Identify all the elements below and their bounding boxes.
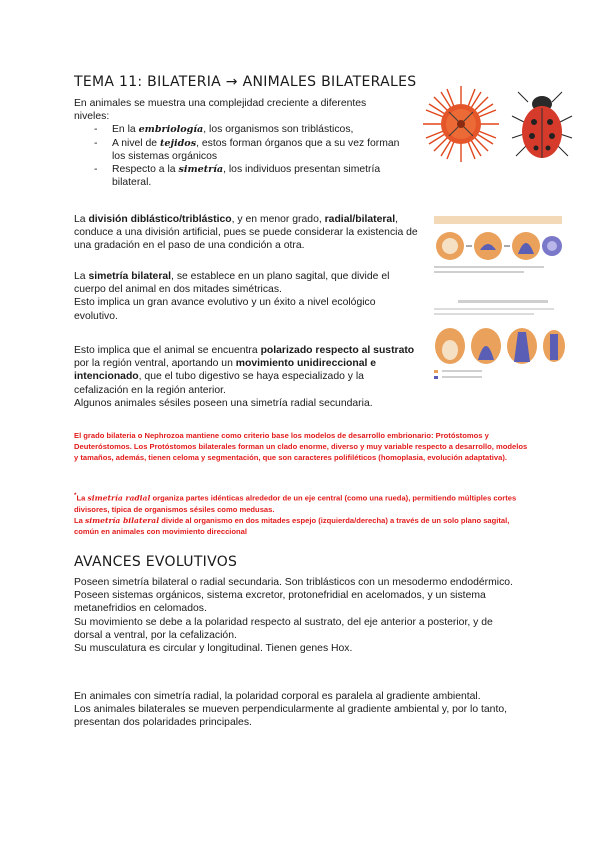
list-item: - A nivel de tejidos, estos forman órganos que a su vez forman los sistemas orgánicos bbox=[74, 137, 404, 163]
sea-urchin-figure bbox=[420, 78, 502, 170]
intro-line: En animales se muestra una complejidad creciente a diferentes niveles: bbox=[74, 98, 367, 123]
list-item: Su musculatura es circular y longitudinal. Tienen genes Hox. bbox=[74, 643, 353, 655]
embryo-development-figure bbox=[428, 210, 568, 280]
section-avances bbox=[74, 576, 514, 655]
gastrulation-figure bbox=[428, 298, 568, 384]
section-title: AVANCES EVOLUTIVOS bbox=[74, 554, 238, 570]
intro-bullets bbox=[74, 123, 404, 189]
list-item: Su movimiento se debe a la polaridad respecto al sustrato, del eje anterior a posterior, y de dorsal a ventral, por la cefalización. bbox=[74, 616, 493, 641]
list-item: Poseen sistemas orgánicos, sistema excretor, protonefridial en acelomados, y un sistema metanefridios en celomados. bbox=[74, 590, 486, 615]
note-nephrozoa: El grado bilateria o Nephrozoa mantiene como criterio base los modelos de desarrollo embrionario: Protóstomos y Deuteróstomos. Los Protóstomos bilaterales forman un clado enorme, diverso y muy variable respecto a desarrollo, modelos y tamaños, además, tienen celoma y segmentación, que son caracteres polifiléticos (homoplasia, evolución adaptativa). bbox=[74, 431, 528, 462]
paragraph-division: La división diblástico/triblástico, y en menor grado, radial/bilateral, conduce a una división artificial, pues se puede considerar la existencia de una gradación en el paso de una condición a otra. bbox=[74, 214, 418, 252]
list-item: En animales con simetría radial, la polaridad corporal es paralela al gradiente ambiental. bbox=[74, 691, 481, 702]
list-item: Poseen simetría bilateral o radial secundaria. Son triblásticos con un mesodermo endodérmico. bbox=[74, 577, 513, 588]
list-item: Los animales bilaterales se mueven perpendicularmente al gradiente ambiental y, por lo tanto, presentan dos polaridades principales. bbox=[74, 704, 508, 729]
note-symmetry: *La simetría radial organiza partes idénticas alrededor de un eje central (como una rueda), permitiendo múltiples cortes divisores, típica de organismos sésiles como medusas. La simetría bilateral divide al organismo en dos mitades espejo (izquierda/derecha) a través de un solo plano sagital, común en animales con movimiento direccional bbox=[74, 492, 517, 536]
section-polaridad bbox=[74, 690, 514, 730]
list-item: - Respecto a la simetría, los individuos presentan simetría bilateral. bbox=[74, 163, 404, 189]
list-item: - En la embriología, los organismos son triblásticos, bbox=[74, 123, 404, 136]
paragraph-bilateral: La simetría bilateral, se establece en un plano sagital, que divide el cuerpo del animal en dos mitades simétricas. Esto implica un gran avance evolutivo y un éxito a nivel ecológico evolutivo. bbox=[74, 271, 390, 322]
intro-block bbox=[74, 97, 404, 189]
paragraph-polarity: Esto implica que el animal se encuentra polarizado respecto al sustrato por la región ventral, aportando un movimiento unidireccional e intencionado, que el tubo digestivo se haya especializado y la cefalización en la región anterior. Algunos animales sésiles poseen una simetría radial secundaria. bbox=[74, 345, 415, 409]
page-title: TEMA 11: BILATERIA → ANIMALES BILATERALES bbox=[74, 74, 417, 90]
ladybug-figure bbox=[508, 82, 576, 168]
